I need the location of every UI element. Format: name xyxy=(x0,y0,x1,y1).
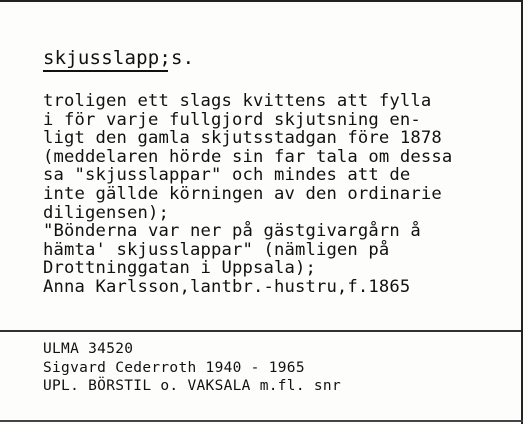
definition-line: inte gällde körningen av den ordinarie xyxy=(43,183,442,204)
definition-line: ligt den gamla skjutsstadgan före 1878 xyxy=(43,128,442,149)
definition-line: i för varje fullgjord skjutsning en- xyxy=(43,109,421,130)
card-bottom-border xyxy=(0,420,523,422)
location: UPL. BÖRSTIL o. VAKSALA m.fl. snr xyxy=(43,378,341,394)
definition-text xyxy=(43,92,513,297)
definition-line: troligen ett slags kvittens att fylla xyxy=(43,91,432,111)
informant-line: Anna Karlsson,lantbr.-hustru,f.1865 xyxy=(43,276,411,297)
card-right-border xyxy=(521,0,523,424)
archive-number: ULMA 34520 xyxy=(43,341,134,357)
definition-line: (meddelaren hörde sin far tala om dessa xyxy=(43,146,453,167)
headword-text: skjusslapp;s. xyxy=(43,47,195,69)
card-top-border xyxy=(0,0,523,2)
definition-line: diligensen); xyxy=(43,202,169,223)
collector: Sigvard Cederroth 1940 - 1965 xyxy=(43,359,305,376)
headword-underline xyxy=(43,70,168,72)
definition-line: sa "skjusslappar" och mindes att de xyxy=(43,165,411,186)
quote-line: hämta' skjusslappar" (nämligen på xyxy=(43,239,390,260)
quote-line: "Bönderna var ner på gästgivargårn å xyxy=(43,221,421,242)
footer-divider xyxy=(0,330,521,332)
headword xyxy=(43,47,194,69)
card-footer xyxy=(43,340,341,396)
quote-line: Drottninggatan i Uppsala); xyxy=(43,258,316,279)
